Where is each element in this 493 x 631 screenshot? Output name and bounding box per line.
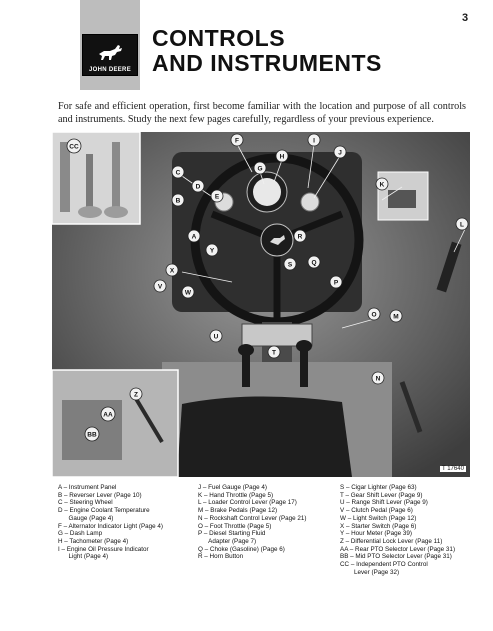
callout-label: Y xyxy=(209,247,215,255)
title-line-1: CONTROLS xyxy=(152,25,286,51)
intro-paragraph: For safe and efficient operation, first become familiar with the location and purpose of all controls and instruments. Study the next few pages carefully, regardless of your previous experience. xyxy=(58,101,466,125)
legend-item: A – Instrument Panel xyxy=(58,484,117,491)
legend-item: S – Cigar Lighter (Page 63) xyxy=(340,484,417,491)
legend-item: G – Dash Lamp xyxy=(58,530,103,538)
callout-C xyxy=(172,166,184,178)
legend-column-2 xyxy=(198,484,340,561)
legend-item: Gauge (Page 4) xyxy=(58,514,114,522)
callout-Q xyxy=(308,256,320,268)
legend-item: J – Fuel Gauge (Page 4) xyxy=(198,484,267,491)
callout-label: G xyxy=(257,165,263,173)
callout-label: Z xyxy=(134,391,138,399)
figure-number: T 17640 xyxy=(442,466,464,472)
callout-label: N xyxy=(375,375,381,383)
legend-item: Z – Differential Lock Lever (Page 11) xyxy=(340,537,443,545)
john-deere-logo xyxy=(82,34,138,76)
legend-item: R – Horn Button xyxy=(198,553,244,561)
callout-D xyxy=(192,180,204,192)
legend-item: F – Alternator Indicator Light (Page 4) xyxy=(58,522,164,530)
title-line-2: AND INSTRUMENTS xyxy=(152,50,382,76)
legend-item: T – Gear Shift Lever (Page 9) xyxy=(340,491,423,499)
legend-item: H – Tachometer (Page 4) xyxy=(58,537,129,545)
logo-text: JOHN DEERE xyxy=(88,67,131,73)
callout-label: W xyxy=(184,289,192,297)
legend-item: CC – Independent PTO Control xyxy=(340,561,428,569)
callout-label: R xyxy=(297,233,303,241)
legend-item: BB – Mid PTO Selector Lever (Page 31) xyxy=(340,553,452,561)
callout-AA xyxy=(101,407,115,421)
callout-label: F xyxy=(235,137,239,145)
callout-B xyxy=(172,194,184,206)
legend-item: U – Range Shift Lever (Page 9) xyxy=(340,499,428,507)
callout-N xyxy=(372,372,384,384)
page-number: 3 xyxy=(462,12,469,24)
legend-item: W – Light Switch (Page 12) xyxy=(340,514,417,522)
callout-O xyxy=(368,308,380,320)
legend-item: O – Foot Throttle (Page 5) xyxy=(198,522,272,530)
callout-A xyxy=(188,230,200,242)
callout-G xyxy=(254,162,266,174)
legend-item: K – Hand Throttle (Page 5) xyxy=(198,491,274,499)
callout-R xyxy=(294,230,306,242)
legend-item: Y – Hour Meter (Page 39) xyxy=(340,530,412,538)
callout-M xyxy=(390,310,402,322)
callout-CC xyxy=(67,139,81,153)
legend-item: M – Brake Pedals (Page 12) xyxy=(198,507,278,515)
deer-icon xyxy=(95,40,125,62)
callout-Y xyxy=(206,244,218,256)
callout-J xyxy=(334,146,346,158)
callout-label: S xyxy=(287,261,293,269)
callout-label: B xyxy=(175,197,181,205)
callout-S xyxy=(284,258,296,270)
callout-label: A xyxy=(191,233,197,241)
callout-label: T xyxy=(272,349,276,357)
callout-label: V xyxy=(157,283,163,291)
callout-label: M xyxy=(393,313,399,321)
callout-Z xyxy=(130,388,142,400)
callout-label: L xyxy=(460,221,464,229)
legend-item: Q – Choke (Gasoline) (Page 6) xyxy=(198,545,285,553)
legend-item: I – Engine Oil Pressure Indicator xyxy=(58,545,149,553)
callout-K xyxy=(376,178,388,190)
callout-label: Q xyxy=(311,259,317,267)
callout-label: E xyxy=(214,193,220,201)
callout-I xyxy=(308,134,320,146)
callout-H xyxy=(276,150,288,162)
legend-item: B – Reverser Lever (Page 10) xyxy=(58,491,142,499)
callout-V xyxy=(154,280,166,292)
callout-T xyxy=(268,346,280,358)
callout-label: O xyxy=(371,311,377,319)
callout-label: X xyxy=(169,267,175,275)
legend-column-1 xyxy=(58,484,198,561)
callout-W xyxy=(182,286,194,298)
callout-X xyxy=(166,264,178,276)
callout-E xyxy=(211,190,223,202)
legend-item: Light (Page 4) xyxy=(58,553,109,561)
callout-label: I xyxy=(313,137,315,145)
photo-illustration xyxy=(52,132,470,477)
legend-item: D – Engine Coolant Temperature xyxy=(58,507,150,515)
callout-P xyxy=(330,276,342,288)
callout-label: P xyxy=(333,279,339,287)
callout-label: AA xyxy=(103,411,113,419)
legend-item: P – Diesel Starting Fluid xyxy=(198,530,266,538)
callout-label: BB xyxy=(87,431,97,439)
legend-item: V – Clutch Pedal (Page 6) xyxy=(340,507,413,515)
callout-label: CC xyxy=(69,143,79,151)
legend-item: L – Loader Control Lever (Page 17) xyxy=(198,499,297,507)
legend-item: X – Starter Switch (Page 6) xyxy=(340,522,417,530)
legend-item: Lever (Page 32) xyxy=(340,568,400,576)
page-title xyxy=(152,26,382,76)
tractor-controls-photo xyxy=(52,132,470,477)
callout-F xyxy=(231,134,243,146)
callout-label: U xyxy=(213,333,219,341)
callout-label: C xyxy=(175,169,181,177)
callout-label: D xyxy=(195,183,201,191)
legend-item: N – Rockshaft Control Lever (Page 21) xyxy=(198,514,307,522)
legend-item: Adapter (Page 7) xyxy=(198,537,257,545)
callout-U xyxy=(210,330,222,342)
legend-item: C – Steering Wheel xyxy=(58,499,113,507)
callout-BB xyxy=(85,427,99,441)
callout-label: K xyxy=(379,181,385,189)
callout-label: J xyxy=(338,149,342,157)
callout-label: H xyxy=(279,153,285,161)
legend-item: AA – Rear PTO Selector Lever (Page 31) xyxy=(340,545,456,553)
legend-column-3 xyxy=(340,484,480,576)
callout-L xyxy=(456,218,468,230)
